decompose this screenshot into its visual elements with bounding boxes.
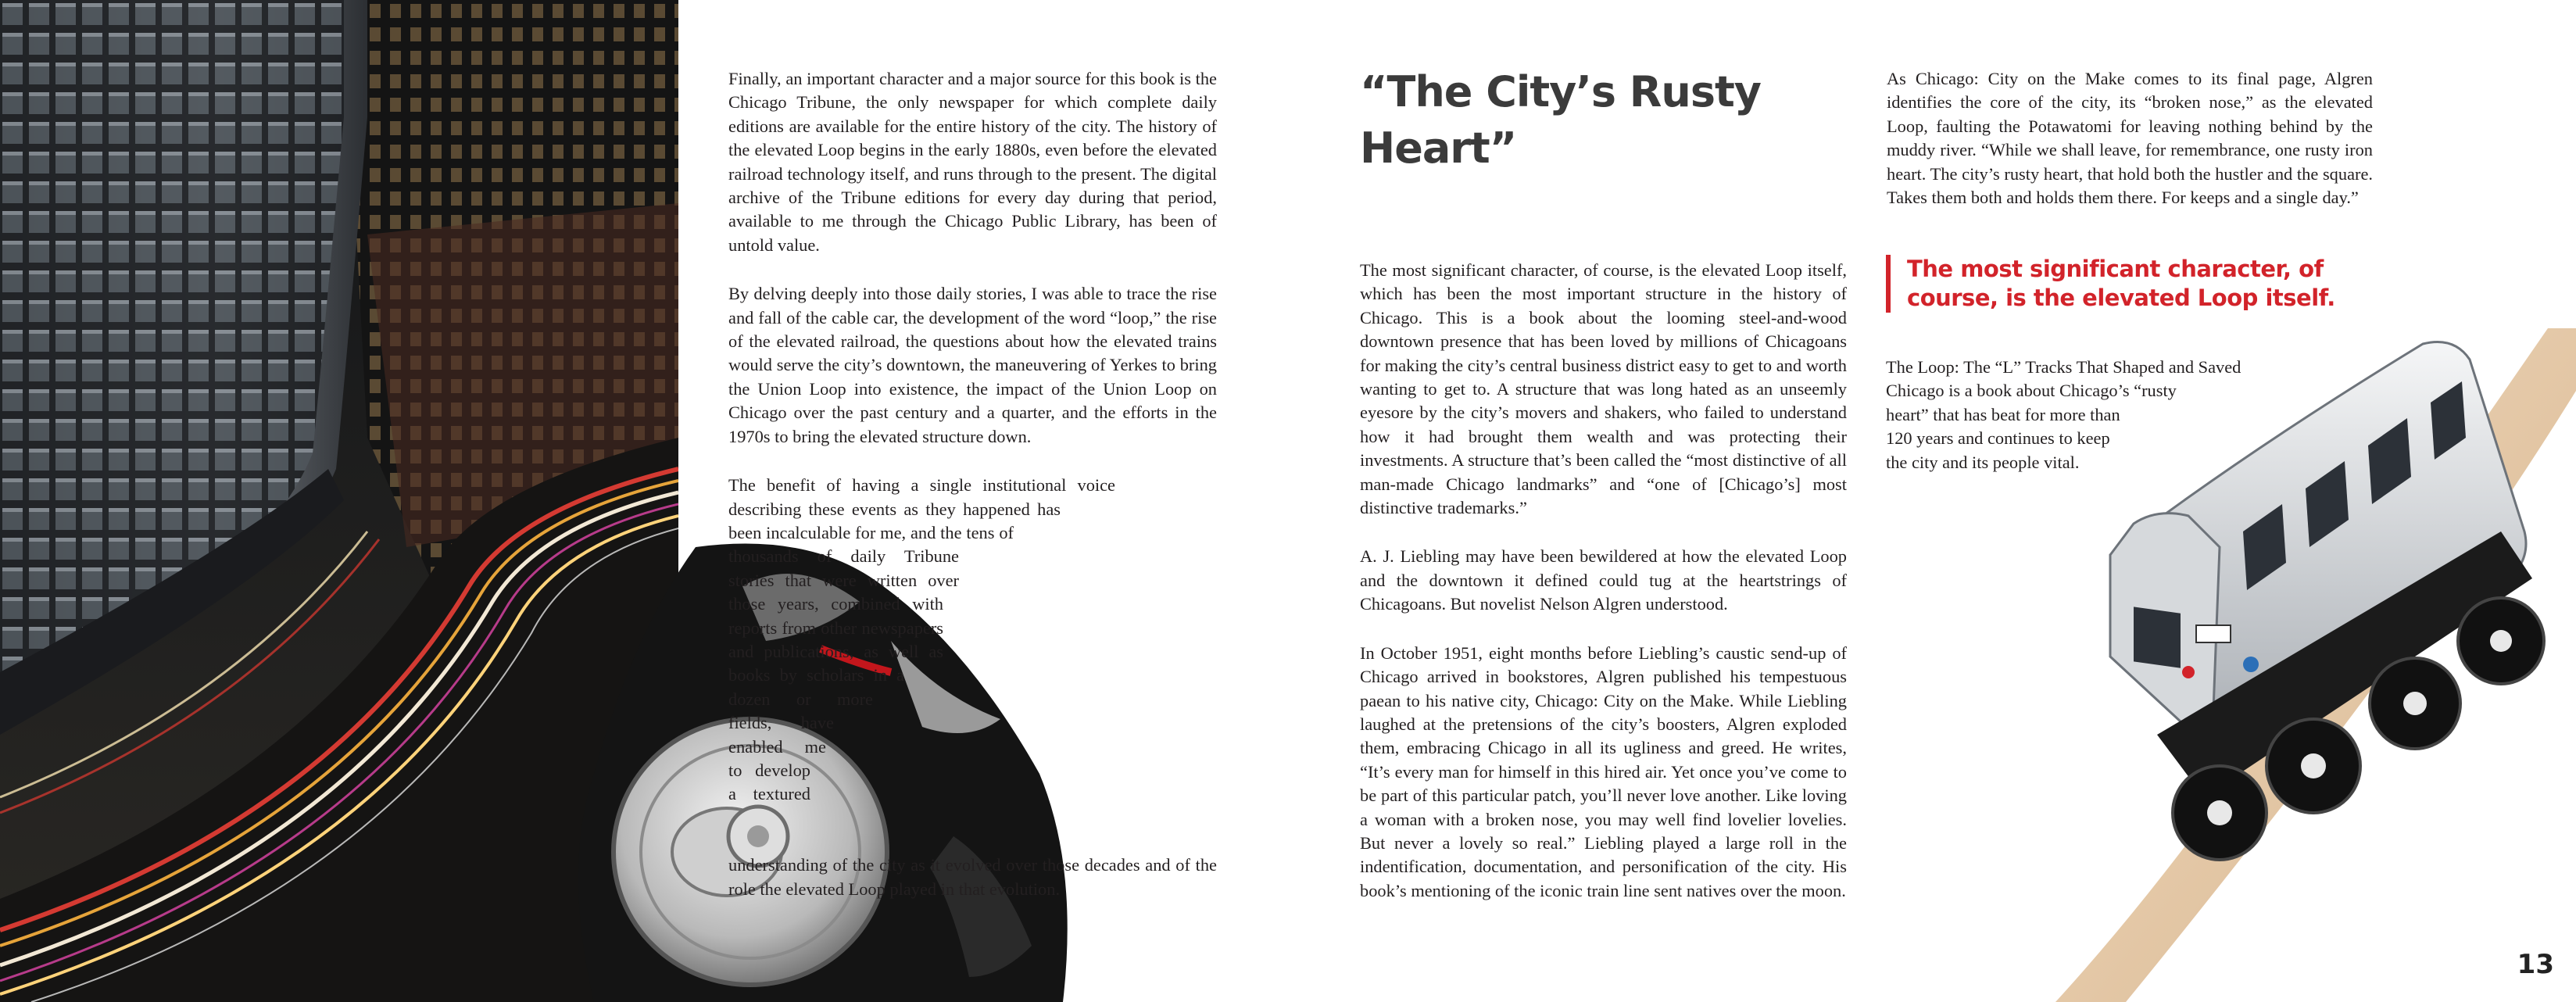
right-paragraph-1: As Chicago: City on the Make comes to its final page, Algren identifies the core of the city, its “broken nose,” as the elevated Loop, faulting the Potawatomi for leaving nothing behind by the muddy river. “While we shall leave, for remembrance, one rusty iron heart. The city’s rusty heart, that hold both the hustler and the square. Takes them both and holds them there. For keeps and a single day.” <box>1887 69 2373 208</box>
image-caption: The Loop: The “L” Tracks That Shaped and Saved Chicago is a book about Chicago’s “rusty heart” that has beat for more than 120 years and continues to keep the city and its people vital. <box>1886 357 2241 472</box>
pull-quote: The most significant character, of course, is the elevated Loop itself. <box>1886 255 2407 313</box>
left-paragraph-2: By delving deeply into those daily stories, I was able to trace the rise and fall of the cable car, the development of the word “loop,” the rise of the elevated railroad, the questions about how the elevated trains would serve the city’s downtown, the maneuvering of Yerkes to bring the Union Loop into existence, the impact of the Union Loop on Chicago over the past century and a quarter, and the efforts in the 1970s to bring the elevated structure down. <box>728 284 1217 446</box>
page-number: 13 <box>2517 949 2554 980</box>
left-paragraph-1: Finally, an important character and a major source for this book is the Chicago Tribune, the only newspaper for which complete daily editions are available for the entire history of the city. The history of the elevated Loop begins in the early 1880s, even before the elevated railroad technology itself, and runs through to the present. The digital archive of the Tribune editions for every day during that period, available to me through the Chicago Public Library, has been of untold value. <box>728 69 1217 255</box>
middle-paragraph-3: In October 1951, eight months before Liebling’s caustic send-up of Chicago arrived in bookstores, Algren published his tempestuous paean to his native city, Chicago: City on the Make. While Liebling laughed at the pretensions of the city’s boosters, Algren exploded them, embracing Chicago in all its ugliness and greed. He writes, “It’s every man for himself in this hired air. Yet once you’ve come to be part of this particular patch, you’ll never love another. Like loving a woman with a broken nose, you may well find lovelier lovelies. But never a lovely so real.” Liebling played a large roll in the indentification, documentation, and personification of the city. His book’s mentioning of the iconic train line sent natives over the moon. <box>1360 642 1847 900</box>
middle-column-text <box>1360 259 1847 928</box>
right-column-text <box>1887 67 2373 234</box>
left-page-text <box>728 67 1217 901</box>
left-paragraph-3-text: The benefit of having a single institutional voice describing these events as they happened has been incalculable for me, and the tens of thousands of daily Tribune stories that were written over those years, combined with reports from other newspapers and publications, as well as books by scholars in a dozen or more fields, have enabled me to develop a textured understanding of the city as it evolved over those decades and of the role the elevated Loop played in that evolution. <box>728 475 1217 899</box>
chapter-headline: “The City’s Rusty Heart” <box>1360 67 1761 173</box>
middle-paragraph-1: The most significant character, of course, is the elevated Loop itself, which has been the most important structure in the history of Chicago. This is a book about the looming steel-and-wood downtown presence that has been loved by millions of Chicagoans for making the city’s central business district easy to get to and worth wanting to get to. A structure that was long hated as an unseemly eyesore by the city’s movers and shakers, who failed to understand how it had brought them wealth and was protecting their investments. A structure that’s been called the “most distinctive of all man-made Chicago landmarks” and “one of [Chicago’s] most distinctive trademarks.” <box>1360 260 1847 518</box>
middle-paragraph-2: A. J. Liebling may have been bewildered at how the elevated Loop and the downtown it defined could tug at the heartstrings of Chicagoans. But novelist Nelson Algren understood. <box>1360 546 1847 614</box>
left-paragraph-3 <box>728 474 1217 901</box>
